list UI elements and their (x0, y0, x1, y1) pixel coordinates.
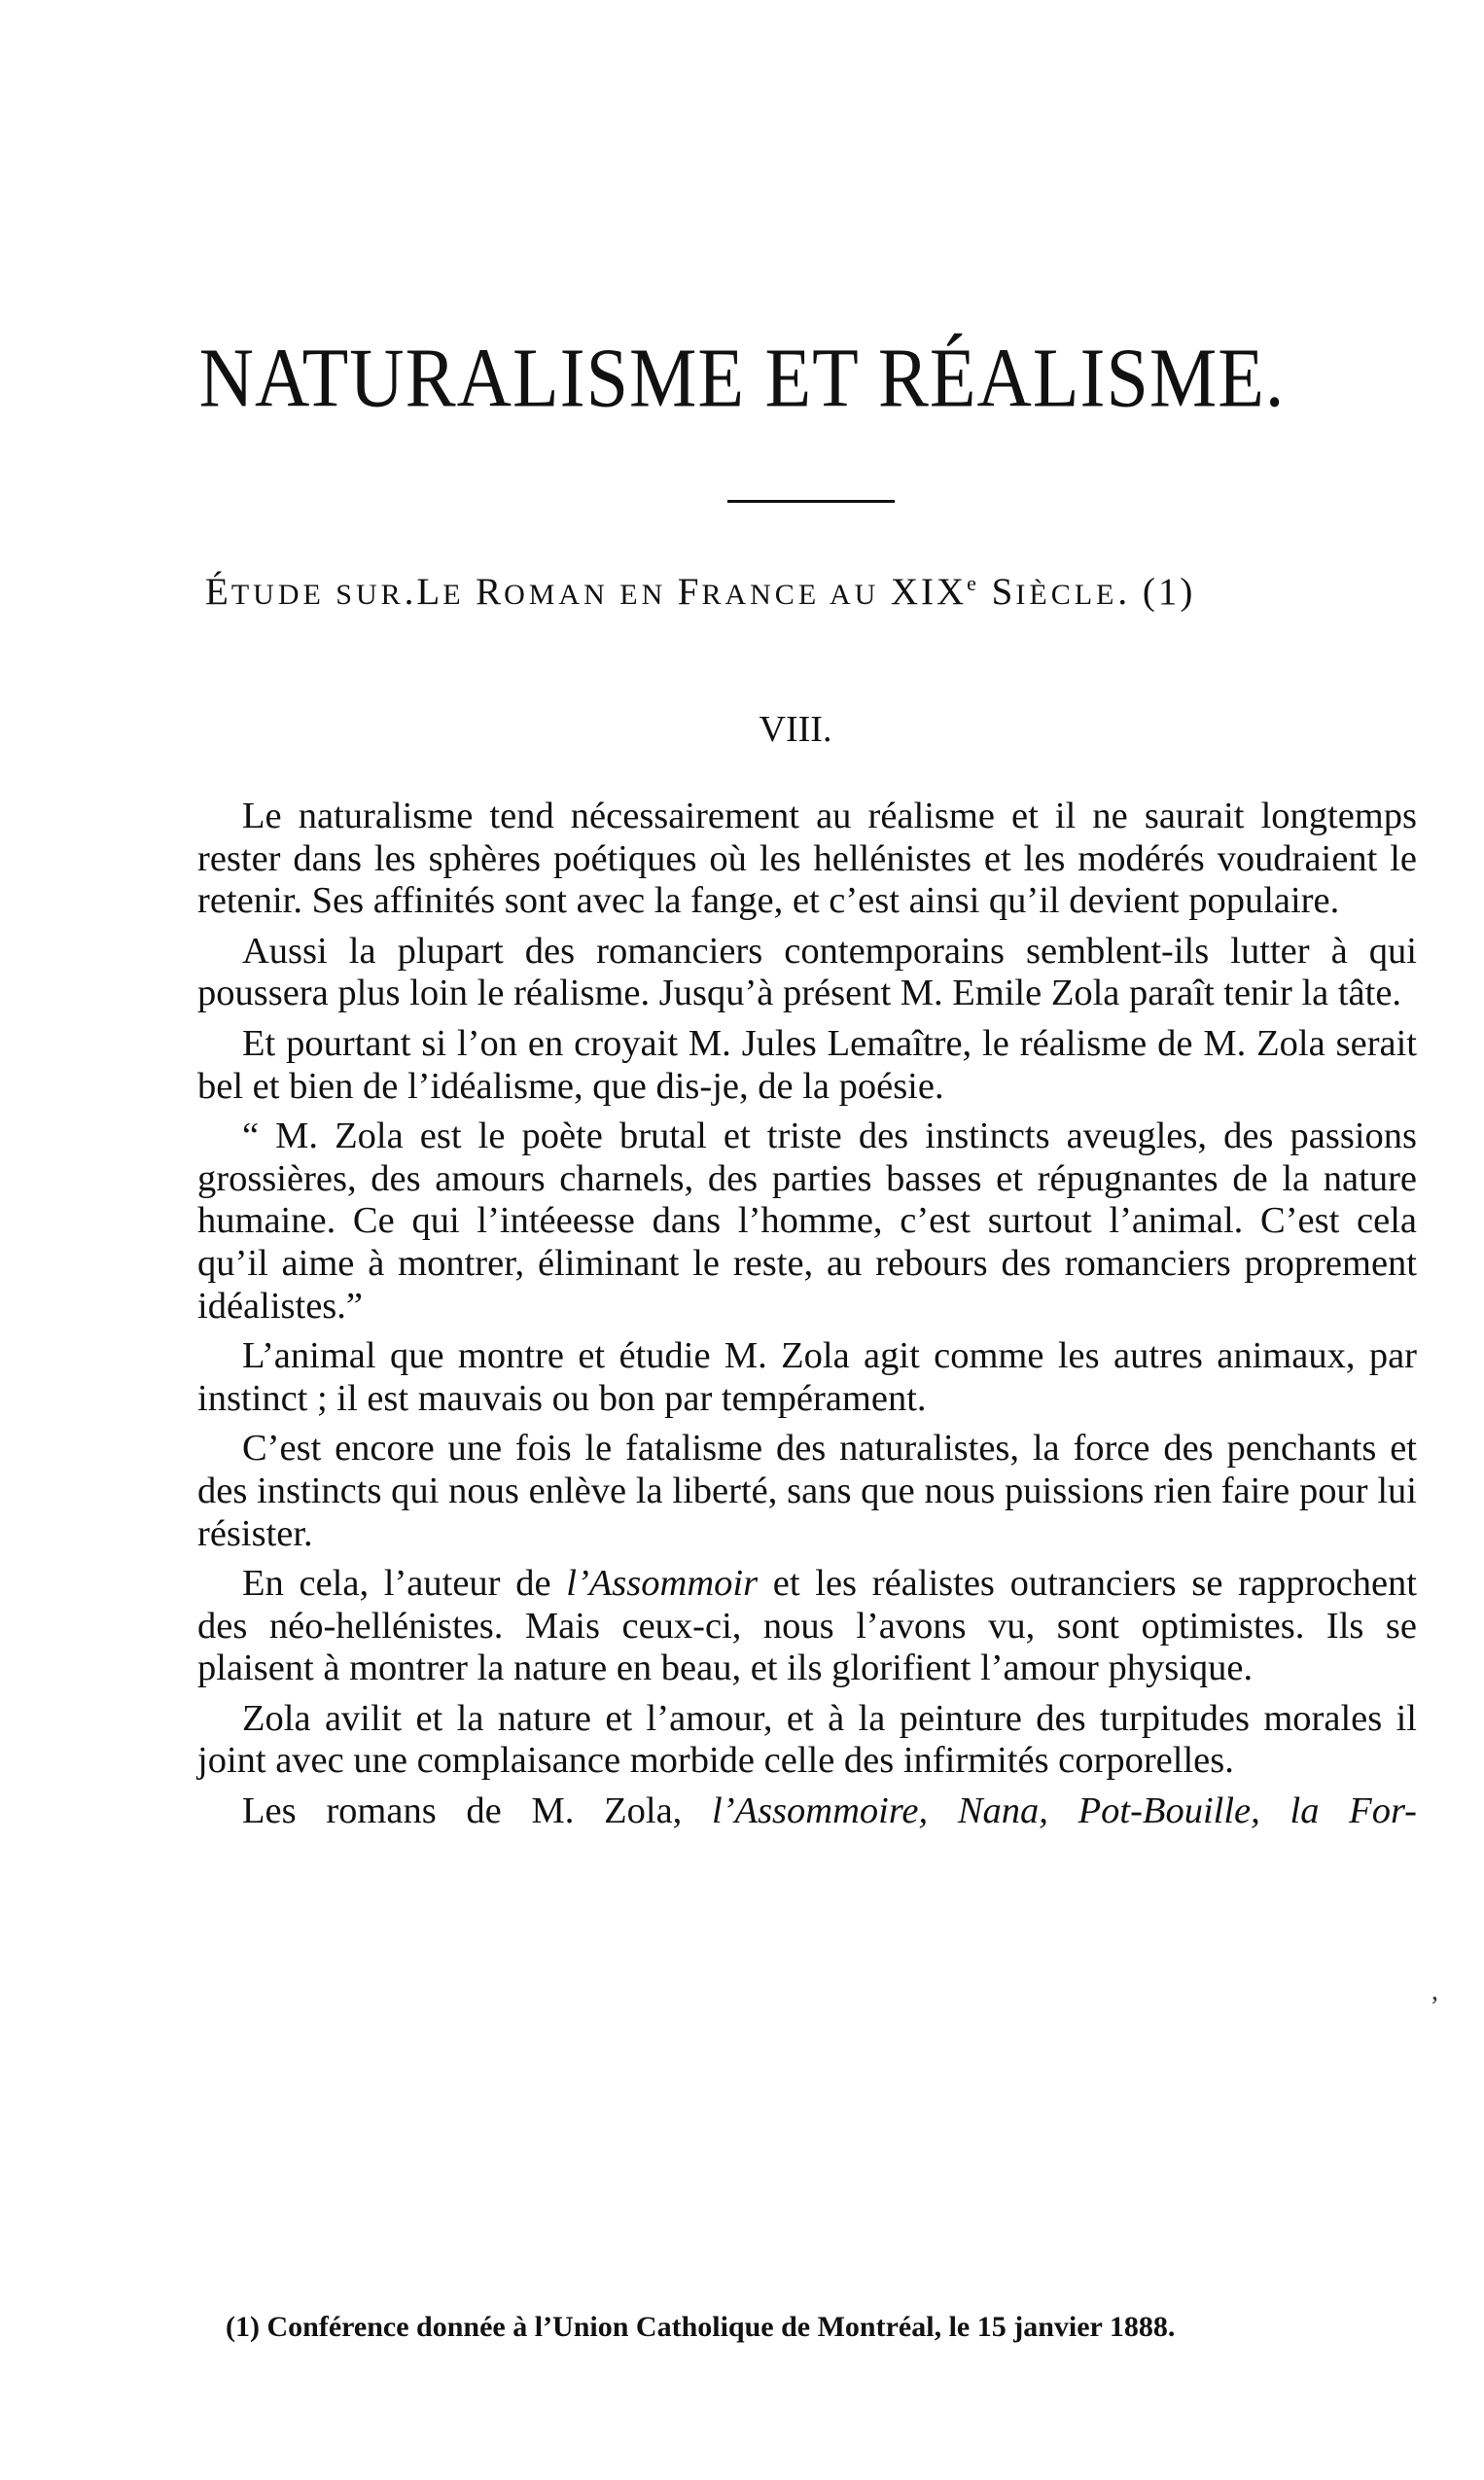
section-number: VIII. (759, 709, 832, 750)
paragraph: C’est encore une fois le fatalisme des naturalistes, la force des penchants et des instincts qui nous enlève la liberté, sans que nous puissions rien faire pour lui résister. (197, 1428, 1417, 1554)
page-title: NATURALISME ET RÉALISME. (198, 330, 1286, 425)
paragraph-text: En cela, l’auteur de (242, 1563, 567, 1605)
subtitle-part: R (476, 571, 505, 613)
paragraph: “ M. Zola est le poète brutal et triste des instincts aveugles, des passions grossières, des amours charnels, des parties basses et répugnantes de la nature humaine. Ce qui l’intéeesse dans l’homme, c’est surtout l’animal. C’est cela qu’il aime à montrer, éliminant le reste, au rebours des romanciers proprement idéalistes.” (197, 1116, 1417, 1327)
subtitle-part: TUDE SUR (230, 579, 405, 611)
subtitle-part: .L (404, 571, 443, 613)
paragraph: L’animal que montre et étudie M. Zola agit comme les autres animaux, par instinct ; il est mauvais ou bon par tempérament. (197, 1335, 1417, 1419)
subtitle-part: XIX (890, 571, 968, 613)
subtitle-part: S (978, 571, 1016, 613)
footnote: (1) Conférence donnée à l’Union Catholique de Montréal, le 15 janvier 1888. (226, 2311, 1176, 2343)
body-text (197, 796, 1417, 1841)
subtitle-part: RANCE AU (701, 579, 891, 611)
margin-mark: , (1431, 1976, 1438, 2006)
subtitle-part: OMAN EN (504, 579, 678, 611)
paragraph-text: et les réalistes outranciers se rapprochent des néo-hellénistes. Mais ceux-ci, nous l’avons vu, sont optimistes. Ils se plaisent à montrer la nature en beau, et ils glorifient l’amour physique. (197, 1563, 1417, 1689)
paragraph: Aussi la plupart des romanciers contemporains semblent-ils lutter à qui poussera plus loin le réalisme. Jusqu’à présent M. Emile Zola paraît tenir la tâte. (197, 930, 1417, 1014)
subtitle-part: . (1) (1117, 571, 1196, 613)
subtitle-part: F (677, 571, 702, 613)
paragraph (197, 1790, 1417, 1833)
subtitle-part: É (205, 571, 231, 613)
book-titles: l’Assommoire, Nana, Pot-Bouille, la For- (712, 1790, 1417, 1832)
paragraph: Le naturalisme tend nécessairement au réalisme et il ne saurait longtemps rester dans les sphères poétiques où les hellénistes et les modérés voudraient le retenir. Ses affinités sont avec la fange, et c’est ainsi qu’il devient populaire. (197, 796, 1417, 922)
paragraph: Zola avilit et la nature et l’amour, et à la peinture des turpitudes morales il joint avec une complaisance morbide celle des infirmités corporelles. (197, 1697, 1417, 1782)
paragraph (197, 1563, 1417, 1690)
paragraph-text: Les romans de M. Zola, (242, 1790, 713, 1832)
subtitle-part: IÈCLE (1015, 579, 1118, 611)
subtitle-superscript: e (967, 571, 979, 595)
subtitle-part: E (442, 579, 477, 611)
subtitle (205, 570, 1431, 614)
title-divider (727, 500, 895, 503)
book-title: l’Assommoir (566, 1563, 759, 1605)
paragraph: Et pourtant si l’on en croyait M. Jules Lemaître, le réalisme de M. Zola serait bel et bien de l’idéalisme, que dis-je, de la poésie. (197, 1022, 1417, 1107)
